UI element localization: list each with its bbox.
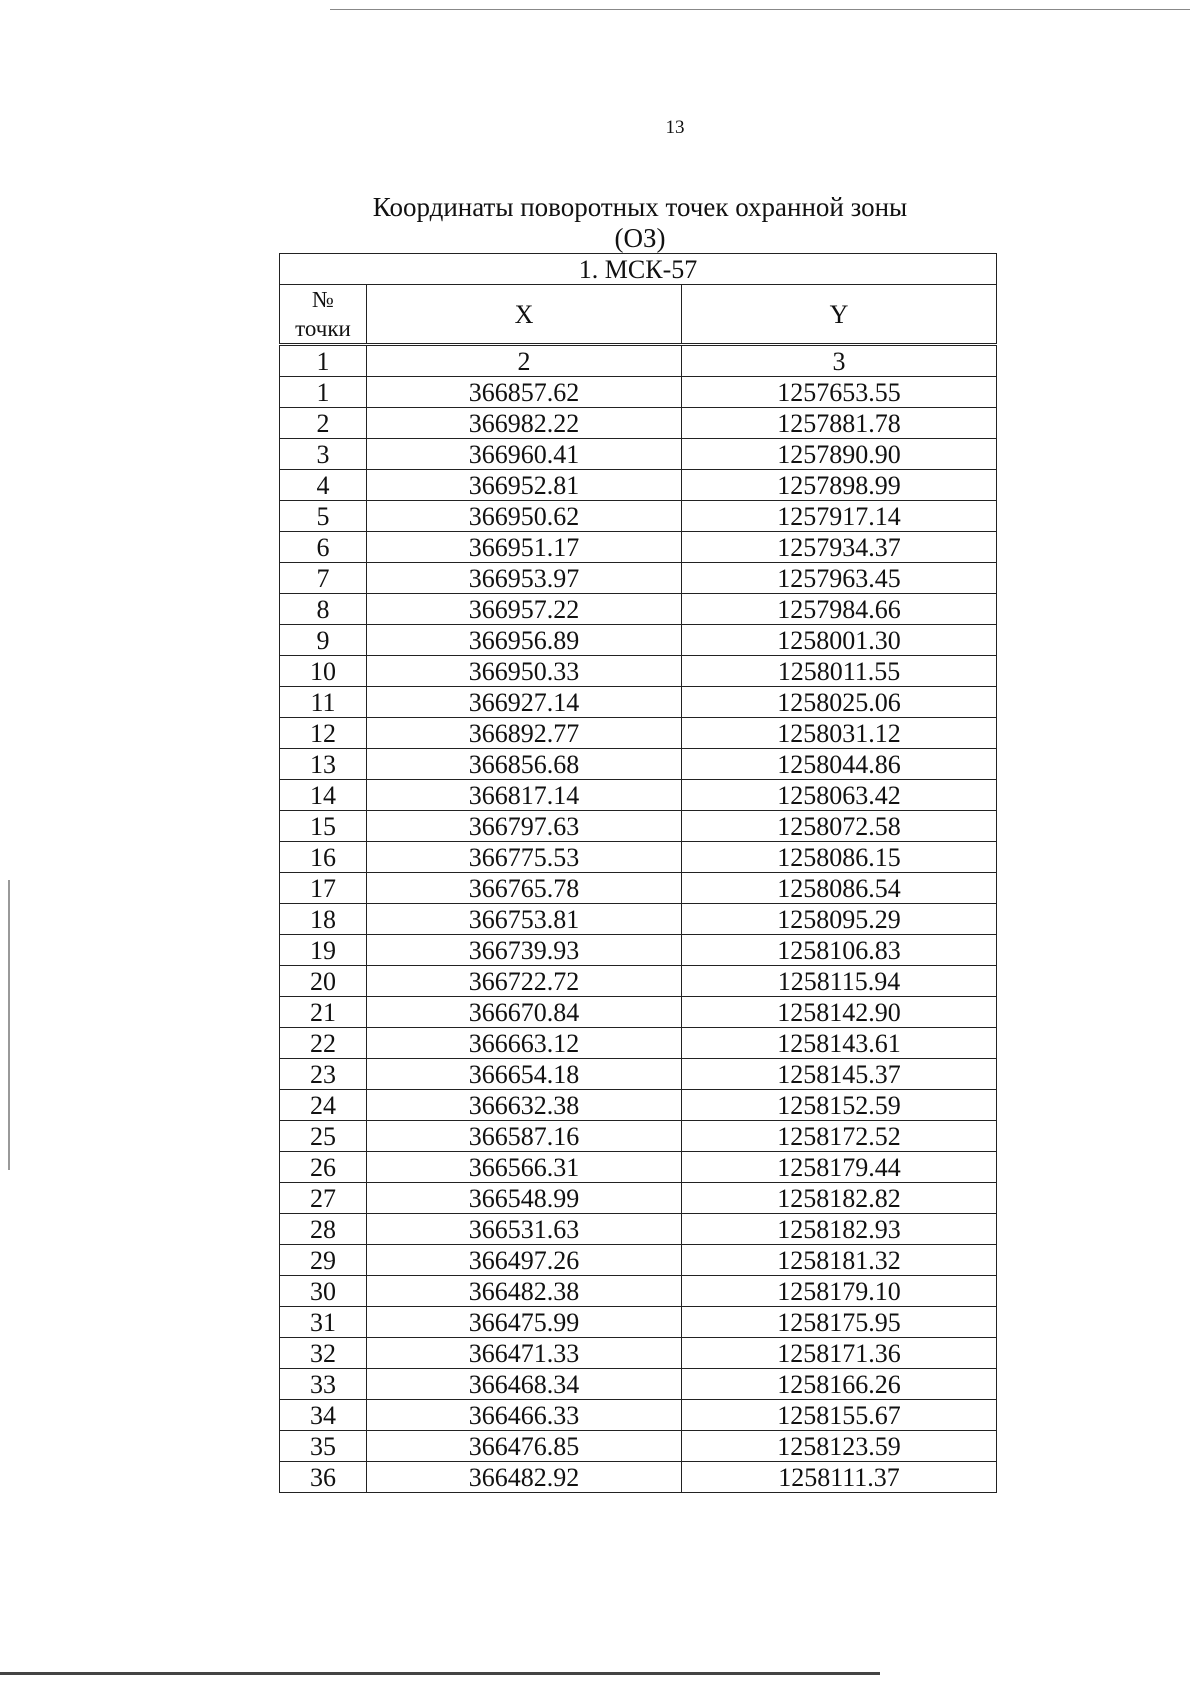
- table-row: [280, 501, 997, 532]
- point-number-cell: 34: [280, 1400, 367, 1431]
- point-number-cell: 14: [280, 780, 367, 811]
- x-cell: 366952.81: [367, 470, 682, 501]
- x-cell: 366663.12: [367, 1028, 682, 1059]
- table-row: [280, 966, 997, 997]
- x-cell: 366960.41: [367, 439, 682, 470]
- x-cell: 366670.84: [367, 997, 682, 1028]
- point-number-cell: 23: [280, 1059, 367, 1090]
- table-row: [280, 625, 997, 656]
- x-cell: 366892.77: [367, 718, 682, 749]
- table-row: [280, 1369, 997, 1400]
- y-cell: 1258072.58: [682, 811, 997, 842]
- x-cell: 366587.16: [367, 1121, 682, 1152]
- y-cell: 1258011.55: [682, 656, 997, 687]
- table-row: [280, 749, 997, 780]
- x-cell: 366471.33: [367, 1338, 682, 1369]
- point-number-cell: 19: [280, 935, 367, 966]
- x-cell: 366531.63: [367, 1214, 682, 1245]
- column-number-3: 3: [682, 345, 997, 377]
- table-row: [280, 1338, 997, 1369]
- point-number-cell: 8: [280, 594, 367, 625]
- point-number-cell: 13: [280, 749, 367, 780]
- table-row: [280, 687, 997, 718]
- coordinate-system-title: 1. МСК-57: [280, 254, 997, 285]
- header-point-number-line2: точки: [295, 316, 351, 341]
- table-row: [280, 718, 997, 749]
- y-cell: 1258166.26: [682, 1369, 997, 1400]
- point-number-cell: 25: [280, 1121, 367, 1152]
- x-cell: 366476.85: [367, 1431, 682, 1462]
- point-number-cell: 28: [280, 1214, 367, 1245]
- y-cell: 1258175.95: [682, 1307, 997, 1338]
- x-cell: 366548.99: [367, 1183, 682, 1214]
- y-cell: 1258025.06: [682, 687, 997, 718]
- point-number-cell: 27: [280, 1183, 367, 1214]
- point-number-cell: 3: [280, 439, 367, 470]
- table-row: [280, 1152, 997, 1183]
- table-row: [280, 1214, 997, 1245]
- table-row: [280, 1245, 997, 1276]
- scan-edge-top: [330, 9, 1190, 10]
- table-row: [280, 408, 997, 439]
- point-number-cell: 22: [280, 1028, 367, 1059]
- point-number-cell: 20: [280, 966, 367, 997]
- point-number-cell: 21: [280, 997, 367, 1028]
- x-cell: 366475.99: [367, 1307, 682, 1338]
- y-cell: 1258181.32: [682, 1245, 997, 1276]
- y-cell: 1258123.59: [682, 1431, 997, 1462]
- x-cell: 366953.97: [367, 563, 682, 594]
- column-number-row: [280, 345, 997, 377]
- x-cell: 366927.14: [367, 687, 682, 718]
- x-cell: 366722.72: [367, 966, 682, 997]
- y-cell: 1258179.44: [682, 1152, 997, 1183]
- point-number-cell: 4: [280, 470, 367, 501]
- y-cell: 1257890.90: [682, 439, 997, 470]
- x-cell: 366468.34: [367, 1369, 682, 1400]
- point-number-cell: 7: [280, 563, 367, 594]
- point-number-cell: 33: [280, 1369, 367, 1400]
- y-cell: 1258182.93: [682, 1214, 997, 1245]
- y-cell: 1258031.12: [682, 718, 997, 749]
- coordinates-table: [279, 253, 997, 1493]
- point-number-cell: 17: [280, 873, 367, 904]
- x-cell: 366466.33: [367, 1400, 682, 1431]
- header-row: [280, 285, 997, 345]
- y-cell: 1257934.37: [682, 532, 997, 563]
- table-row: [280, 1307, 997, 1338]
- y-cell: 1257881.78: [682, 408, 997, 439]
- point-number-cell: 10: [280, 656, 367, 687]
- document-title: Координаты поворотных точек охранной зоны (ОЗ): [372, 192, 908, 253]
- point-number-cell: 5: [280, 501, 367, 532]
- y-cell: 1257963.45: [682, 563, 997, 594]
- page-number: 13: [665, 117, 685, 138]
- table-row: [280, 1462, 997, 1493]
- y-cell: 1258095.29: [682, 904, 997, 935]
- header-point-number: [280, 285, 367, 345]
- table-row: [280, 1276, 997, 1307]
- y-cell: 1258115.94: [682, 966, 997, 997]
- table-row: [280, 439, 997, 470]
- x-cell: 366957.22: [367, 594, 682, 625]
- y-cell: 1258152.59: [682, 1090, 997, 1121]
- table-row: [280, 656, 997, 687]
- y-cell: 1258111.37: [682, 1462, 997, 1493]
- table-row: [280, 811, 997, 842]
- header-x: X: [367, 285, 682, 345]
- table-row: [280, 594, 997, 625]
- column-number-2: 2: [367, 345, 682, 377]
- table-row: [280, 1028, 997, 1059]
- point-number-cell: 26: [280, 1152, 367, 1183]
- table-row: [280, 563, 997, 594]
- table-row: [280, 997, 997, 1028]
- table-row: [280, 1183, 997, 1214]
- point-number-cell: 15: [280, 811, 367, 842]
- table-row: [280, 532, 997, 563]
- table-row: [280, 904, 997, 935]
- table-row: [280, 377, 997, 408]
- column-number-1: 1: [280, 345, 367, 377]
- y-cell: 1258086.54: [682, 873, 997, 904]
- x-cell: 366632.38: [367, 1090, 682, 1121]
- x-cell: 366654.18: [367, 1059, 682, 1090]
- y-cell: 1258155.67: [682, 1400, 997, 1431]
- y-cell: 1258001.30: [682, 625, 997, 656]
- point-number-cell: 32: [280, 1338, 367, 1369]
- y-cell: 1258145.37: [682, 1059, 997, 1090]
- x-cell: 366950.33: [367, 656, 682, 687]
- table-row: [280, 1059, 997, 1090]
- point-number-cell: 31: [280, 1307, 367, 1338]
- y-cell: 1258182.82: [682, 1183, 997, 1214]
- point-number-cell: 24: [280, 1090, 367, 1121]
- x-cell: 366857.62: [367, 377, 682, 408]
- scan-edge-left: [8, 880, 10, 1170]
- x-cell: 366765.78: [367, 873, 682, 904]
- header-point-number-line1: №: [312, 287, 334, 312]
- x-cell: 366753.81: [367, 904, 682, 935]
- x-cell: 366566.31: [367, 1152, 682, 1183]
- y-cell: 1257984.66: [682, 594, 997, 625]
- x-cell: 366956.89: [367, 625, 682, 656]
- point-number-cell: 30: [280, 1276, 367, 1307]
- point-number-cell: 6: [280, 532, 367, 563]
- point-number-cell: 16: [280, 842, 367, 873]
- x-cell: 366497.26: [367, 1245, 682, 1276]
- coordinates-table-body: [280, 254, 997, 1493]
- point-number-cell: 9: [280, 625, 367, 656]
- point-number-cell: 1: [280, 377, 367, 408]
- table-row: [280, 1090, 997, 1121]
- point-number-cell: 12: [280, 718, 367, 749]
- y-cell: 1258171.36: [682, 1338, 997, 1369]
- x-cell: 366482.92: [367, 1462, 682, 1493]
- table-row: [280, 1431, 997, 1462]
- table-row: [280, 842, 997, 873]
- x-cell: 366482.38: [367, 1276, 682, 1307]
- table-row: [280, 935, 997, 966]
- y-cell: 1258142.90: [682, 997, 997, 1028]
- table-row: [280, 1400, 997, 1431]
- point-number-cell: 11: [280, 687, 367, 718]
- y-cell: 1258179.10: [682, 1276, 997, 1307]
- header-y: Y: [682, 285, 997, 345]
- y-cell: 1257653.55: [682, 377, 997, 408]
- point-number-cell: 35: [280, 1431, 367, 1462]
- y-cell: 1258063.42: [682, 780, 997, 811]
- table-row: [280, 1121, 997, 1152]
- x-cell: 366950.62: [367, 501, 682, 532]
- table-row: [280, 780, 997, 811]
- point-number-cell: 18: [280, 904, 367, 935]
- x-cell: 366982.22: [367, 408, 682, 439]
- table-row: [280, 873, 997, 904]
- point-number-cell: 36: [280, 1462, 367, 1493]
- system-row: [280, 254, 997, 285]
- y-cell: 1257898.99: [682, 470, 997, 501]
- x-cell: 366739.93: [367, 935, 682, 966]
- x-cell: 366797.63: [367, 811, 682, 842]
- x-cell: 366775.53: [367, 842, 682, 873]
- y-cell: 1257917.14: [682, 501, 997, 532]
- point-number-cell: 29: [280, 1245, 367, 1276]
- y-cell: 1258106.83: [682, 935, 997, 966]
- y-cell: 1258044.86: [682, 749, 997, 780]
- scan-edge-bottom: [0, 1672, 880, 1675]
- y-cell: 1258086.15: [682, 842, 997, 873]
- point-number-cell: 2: [280, 408, 367, 439]
- x-cell: 366817.14: [367, 780, 682, 811]
- table-row: [280, 470, 997, 501]
- x-cell: 366951.17: [367, 532, 682, 563]
- x-cell: 366856.68: [367, 749, 682, 780]
- y-cell: 1258172.52: [682, 1121, 997, 1152]
- y-cell: 1258143.61: [682, 1028, 997, 1059]
